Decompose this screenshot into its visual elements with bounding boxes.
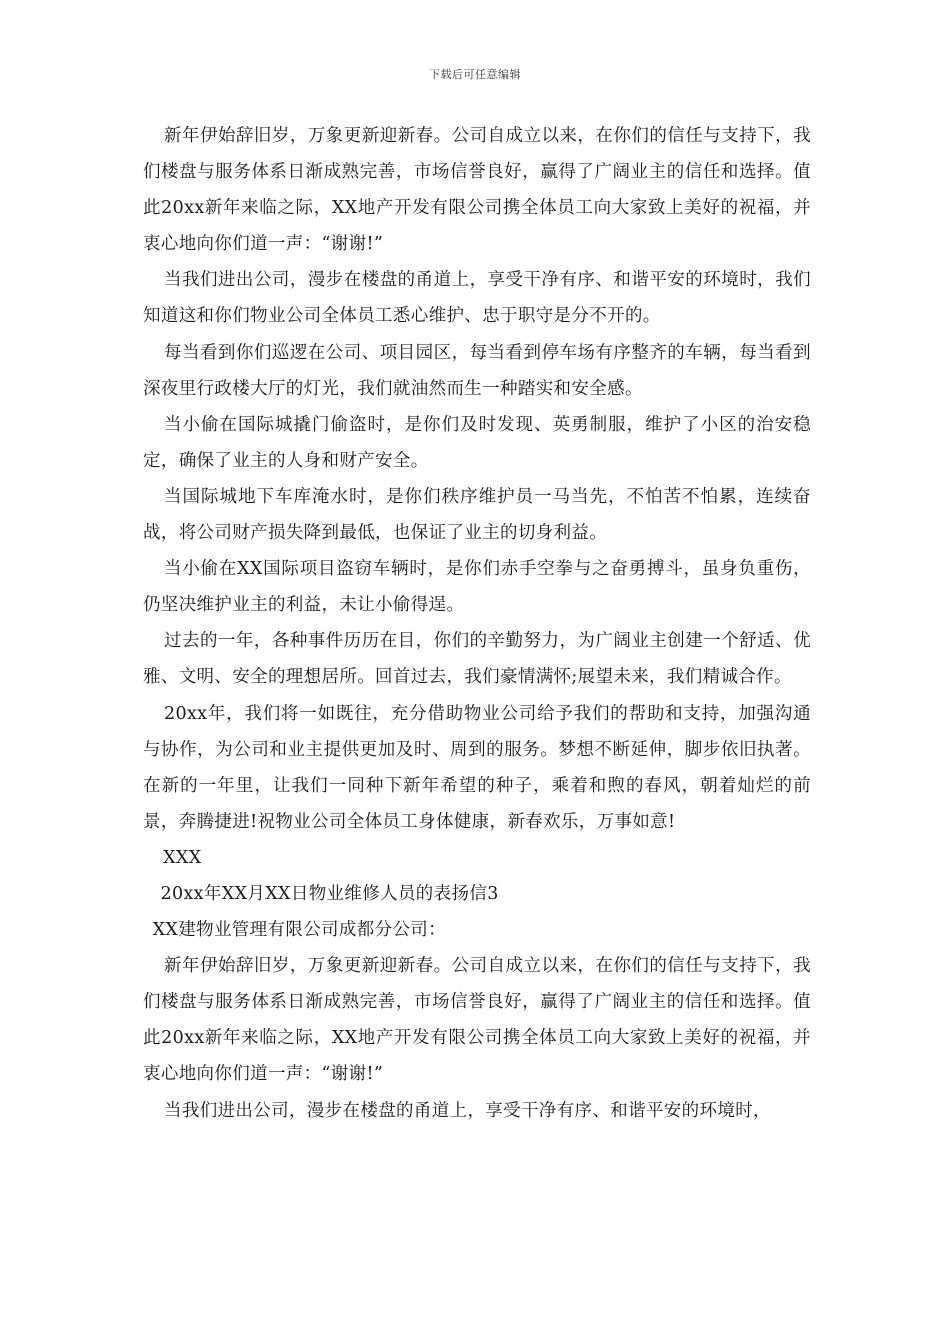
paragraph: 当我们进出公司，漫步在楼盘的甬道上，享受干净有序、和谐平安的环境时，我们知道这和你们物业公司全体员工悉心维护、忠于职守是分不开的。: [143, 270, 811, 327]
paragraph: 当小偷在国际城撬门偷盗时，是你们及时发现、英勇制服，维护了小区的治安稳定，确保了业主的人身和财产安全。: [143, 414, 811, 471]
paragraph: 当小偷在XX国际项目盗窃车辆时，是你们赤手空拳与之奋勇搏斗，虽身负重伤，仍坚决维护业主的利益，未让小偷得逞。: [143, 559, 811, 616]
letter-title: 20xx年XX月XX日物业维修人员的表扬信3: [160, 883, 499, 904]
paragraph: 新年伊始辞旧岁，万象更新迎新春。公司自成立以来，在你们的信任与支持下，我们楼盘与服务体系日渐成熟完善，市场信誉良好，赢得了广阔业主的信任和选择。值此20xx新年来临之际，XX地产开发有限公司携全体员工向大家致上美好的祝福，并衷心地向你们道一声：“谢谢!”: [143, 956, 811, 1085]
letter-body: [143, 118, 811, 1129]
paragraph: 当国际城地下车库淹水时，是你们秩序维护员一马当先，不怕苦不怕累，连续奋战，将公司财产损失降到最低，也保证了业主的切身利益。: [143, 486, 811, 544]
salutation: XX建物业管理有限公司成都分公司：: [152, 920, 446, 941]
paragraph: 每当看到你们巡逻在公司、项目园区，每当看到停车场有序整齐的车辆，每当看到深夜里行政楼大厅的灯光，我们就油然而生一种踏实和安全感。: [143, 342, 811, 399]
paragraph: 20xx年，我们将一如既往，充分借助物业公司给予我们的帮助和支持，加强沟通与协作，为公司和业主提供更加及时、周到的服务。梦想不断延伸，脚步依旧执著。在新的一年里，让我们一同种下新年希望的种子，乘着和煦的春风，朝着灿烂的前景，奔腾捷进!祝物业公司全体员工身体健康，新春欢乐，万事如意!: [143, 703, 811, 832]
header-note: 下载后可任意编辑: [429, 68, 521, 81]
paragraph: 过去的一年，各种事件历历在目，你们的辛勤努力，为广阔业主创建一个舒适、优雅、文明、安全的理想居所。回首过去，我们豪情满怀;展望未来，我们精诚合作。: [143, 631, 811, 688]
signature: XXX: [163, 847, 202, 868]
paragraph: 当我们进出公司，漫步在楼盘的甬道上，享受干净有序、和谐平安的环境时，: [164, 1100, 771, 1121]
paragraph: 新年伊始辞旧岁，万象更新迎新春。公司自成立以来，在你们的信任与支持下，我们楼盘与服务体系日渐成熟完善，市场信誉良好，赢得了广阔业主的信任和选择。值此20xx新年来临之际，XX地产开发有限公司携全体员工向大家致上美好的祝福，并衷心地向你们道一声：“谢谢!”: [143, 126, 811, 255]
